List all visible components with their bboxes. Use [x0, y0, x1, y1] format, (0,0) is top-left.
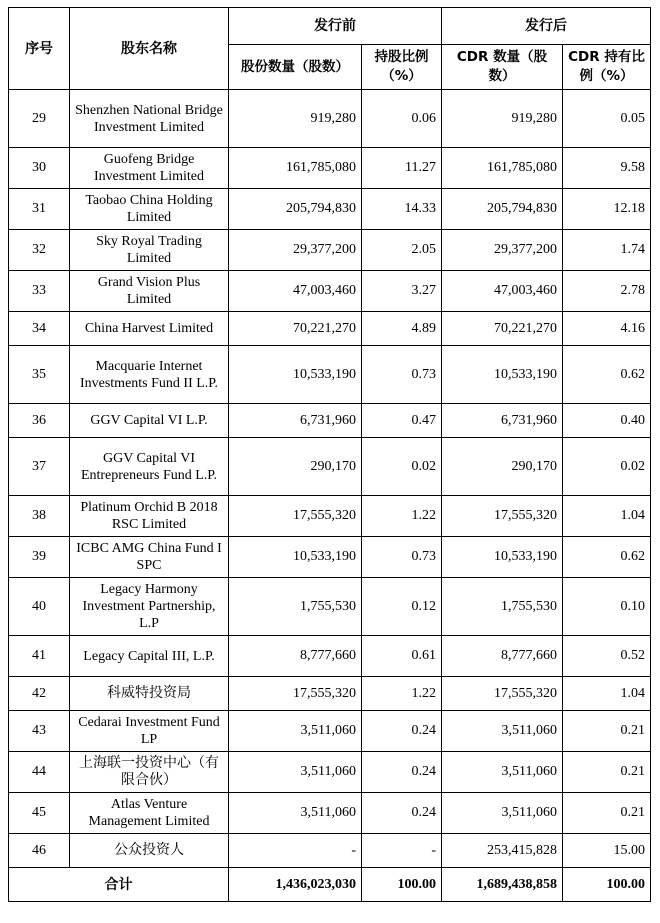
- after-pct-cell: 1.04: [563, 677, 651, 711]
- after-shares-cell: 17,555,320: [442, 677, 563, 711]
- after-pct-cell: 4.16: [563, 312, 651, 346]
- seq-cell: 39: [9, 537, 70, 578]
- seq-cell: 31: [9, 189, 70, 230]
- after-pct-cell: 0.21: [563, 711, 651, 752]
- before-pct-cell: 0.24: [362, 752, 442, 793]
- header-after: 发行后: [442, 8, 651, 45]
- table-body: [9, 90, 651, 902]
- before-pct-cell: 0.02: [362, 438, 442, 496]
- shareholder-name-cell: 上海联一投资中心（有限合伙）: [70, 752, 229, 793]
- header-row-1: [9, 8, 651, 45]
- shareholder-name-cell: 科威特投资局: [70, 677, 229, 711]
- shareholder-name-cell: Guofeng Bridge Investment Limited: [70, 148, 229, 189]
- after-shares-cell: 253,415,828: [442, 834, 563, 868]
- shareholder-name-cell: GGV Capital VI L.P.: [70, 404, 229, 438]
- seq-cell: 42: [9, 677, 70, 711]
- before-pct-cell: 4.89: [362, 312, 442, 346]
- header-after-shares: CDR 数量（股数）: [442, 45, 563, 90]
- before-pct-cell: 0.06: [362, 90, 442, 148]
- before-pct-cell: 0.73: [362, 346, 442, 404]
- seq-cell: 37: [9, 438, 70, 496]
- after-pct-cell: 0.21: [563, 793, 651, 834]
- table-row: [9, 438, 651, 496]
- before-pct-cell: 0.24: [362, 711, 442, 752]
- after-shares-cell: 919,280: [442, 90, 563, 148]
- after-pct-cell: 1.74: [563, 230, 651, 271]
- seq-cell: 38: [9, 496, 70, 537]
- after-shares-cell: 1,755,530: [442, 578, 563, 636]
- total-after-pct: 100.00: [563, 868, 651, 902]
- shareholder-name-cell: Atlas Venture Management Limited: [70, 793, 229, 834]
- after-shares-cell: 10,533,190: [442, 346, 563, 404]
- after-pct-cell: 0.40: [563, 404, 651, 438]
- after-pct-cell: 0.62: [563, 537, 651, 578]
- after-pct-cell: 1.04: [563, 496, 651, 537]
- before-shares-cell: 161,785,080: [229, 148, 362, 189]
- shareholder-name-cell: Cedarai Investment Fund LP: [70, 711, 229, 752]
- header-before-pct: 持股比例（%）: [362, 45, 442, 90]
- after-shares-cell: 205,794,830: [442, 189, 563, 230]
- table-row: [9, 537, 651, 578]
- before-shares-cell: 70,221,270: [229, 312, 362, 346]
- after-shares-cell: 290,170: [442, 438, 563, 496]
- before-shares-cell: 8,777,660: [229, 636, 362, 677]
- table-row: [9, 834, 651, 868]
- before-shares-cell: 6,731,960: [229, 404, 362, 438]
- before-pct-cell: 0.24: [362, 793, 442, 834]
- before-shares-cell: 10,533,190: [229, 537, 362, 578]
- shareholder-name-cell: Legacy Capital III, L.P.: [70, 636, 229, 677]
- total-label: 合计: [9, 868, 229, 902]
- header-before: 发行前: [229, 8, 442, 45]
- before-pct-cell: 0.47: [362, 404, 442, 438]
- total-before-shares: 1,436,023,030: [229, 868, 362, 902]
- after-pct-cell: 15.00: [563, 834, 651, 868]
- table-row: [9, 148, 651, 189]
- seq-cell: 32: [9, 230, 70, 271]
- total-row: [9, 868, 651, 902]
- seq-cell: 29: [9, 90, 70, 148]
- seq-cell: 45: [9, 793, 70, 834]
- after-shares-cell: 47,003,460: [442, 271, 563, 312]
- before-shares-cell: 10,533,190: [229, 346, 362, 404]
- shareholder-name-cell: ICBC AMG China Fund I SPC: [70, 537, 229, 578]
- before-shares-cell: 17,555,320: [229, 496, 362, 537]
- total-after-shares: 1,689,438,858: [442, 868, 563, 902]
- shareholder-name-cell: Grand Vision Plus Limited: [70, 271, 229, 312]
- after-pct-cell: 2.78: [563, 271, 651, 312]
- shareholder-name-cell: GGV Capital VI Entrepreneurs Fund L.P.: [70, 438, 229, 496]
- after-shares-cell: 10,533,190: [442, 537, 563, 578]
- table-row: [9, 793, 651, 834]
- shareholder-name-cell: Shenzhen National Bridge Investment Limited: [70, 90, 229, 148]
- after-pct-cell: 0.21: [563, 752, 651, 793]
- before-pct-cell: 0.12: [362, 578, 442, 636]
- before-shares-cell: 3,511,060: [229, 711, 362, 752]
- after-pct-cell: 12.18: [563, 189, 651, 230]
- table-row: [9, 578, 651, 636]
- after-shares-cell: 8,777,660: [442, 636, 563, 677]
- shareholder-table-container: [8, 7, 651, 902]
- after-shares-cell: 70,221,270: [442, 312, 563, 346]
- shareholder-name-cell: China Harvest Limited: [70, 312, 229, 346]
- after-pct-cell: 0.62: [563, 346, 651, 404]
- before-pct-cell: 0.73: [362, 537, 442, 578]
- before-shares-cell: 205,794,830: [229, 189, 362, 230]
- after-shares-cell: 3,511,060: [442, 711, 563, 752]
- before-shares-cell: 290,170: [229, 438, 362, 496]
- before-shares-cell: 29,377,200: [229, 230, 362, 271]
- seq-cell: 44: [9, 752, 70, 793]
- after-pct-cell: 0.05: [563, 90, 651, 148]
- seq-cell: 33: [9, 271, 70, 312]
- before-shares-cell: 919,280: [229, 90, 362, 148]
- table-row: [9, 312, 651, 346]
- shareholder-name-cell: Macquarie Internet Investments Fund II L.P.: [70, 346, 229, 404]
- before-shares-cell: 17,555,320: [229, 677, 362, 711]
- table-row: [9, 752, 651, 793]
- after-pct-cell: 0.02: [563, 438, 651, 496]
- after-shares-cell: 29,377,200: [442, 230, 563, 271]
- table-row: [9, 496, 651, 537]
- after-shares-cell: 161,785,080: [442, 148, 563, 189]
- after-pct-cell: 0.10: [563, 578, 651, 636]
- before-shares-cell: 47,003,460: [229, 271, 362, 312]
- after-shares-cell: 3,511,060: [442, 752, 563, 793]
- table-row: [9, 189, 651, 230]
- seq-cell: 34: [9, 312, 70, 346]
- seq-cell: 30: [9, 148, 70, 189]
- seq-cell: 35: [9, 346, 70, 404]
- seq-cell: 41: [9, 636, 70, 677]
- seq-cell: 40: [9, 578, 70, 636]
- before-pct-cell: -: [362, 834, 442, 868]
- header-shareholder: 股东名称: [70, 8, 229, 90]
- header-seq: 序号: [9, 8, 70, 90]
- before-pct-cell: 1.22: [362, 677, 442, 711]
- shareholder-name-cell: Legacy Harmony Investment Partnership, L.P: [70, 578, 229, 636]
- seq-cell: 43: [9, 711, 70, 752]
- before-pct-cell: 1.22: [362, 496, 442, 537]
- before-shares-cell: 3,511,060: [229, 793, 362, 834]
- before-pct-cell: 14.33: [362, 189, 442, 230]
- after-pct-cell: 9.58: [563, 148, 651, 189]
- table-row: [9, 90, 651, 148]
- before-shares-cell: -: [229, 834, 362, 868]
- after-pct-cell: 0.52: [563, 636, 651, 677]
- after-shares-cell: 6,731,960: [442, 404, 563, 438]
- table-row: [9, 271, 651, 312]
- table-row: [9, 230, 651, 271]
- table-row: [9, 711, 651, 752]
- table-row: [9, 636, 651, 677]
- table-row: [9, 404, 651, 438]
- table-row: [9, 346, 651, 404]
- shareholder-name-cell: Platinum Orchid B 2018 RSC Limited: [70, 496, 229, 537]
- shareholder-table: [8, 7, 651, 902]
- after-shares-cell: 17,555,320: [442, 496, 563, 537]
- header-before-shares: 股份数量（股数）: [229, 45, 362, 90]
- header-after-pct: CDR 持有比例（%）: [563, 45, 651, 90]
- seq-cell: 46: [9, 834, 70, 868]
- shareholder-name-cell: Sky Royal Trading Limited: [70, 230, 229, 271]
- before-pct-cell: 2.05: [362, 230, 442, 271]
- shareholder-name-cell: 公众投资人: [70, 834, 229, 868]
- before-shares-cell: 1,755,530: [229, 578, 362, 636]
- after-shares-cell: 3,511,060: [442, 793, 563, 834]
- before-pct-cell: 11.27: [362, 148, 442, 189]
- before-pct-cell: 3.27: [362, 271, 442, 312]
- shareholder-name-cell: Taobao China Holding Limited: [70, 189, 229, 230]
- table-row: [9, 677, 651, 711]
- before-pct-cell: 0.61: [362, 636, 442, 677]
- total-before-pct: 100.00: [362, 868, 442, 902]
- seq-cell: 36: [9, 404, 70, 438]
- before-shares-cell: 3,511,060: [229, 752, 362, 793]
